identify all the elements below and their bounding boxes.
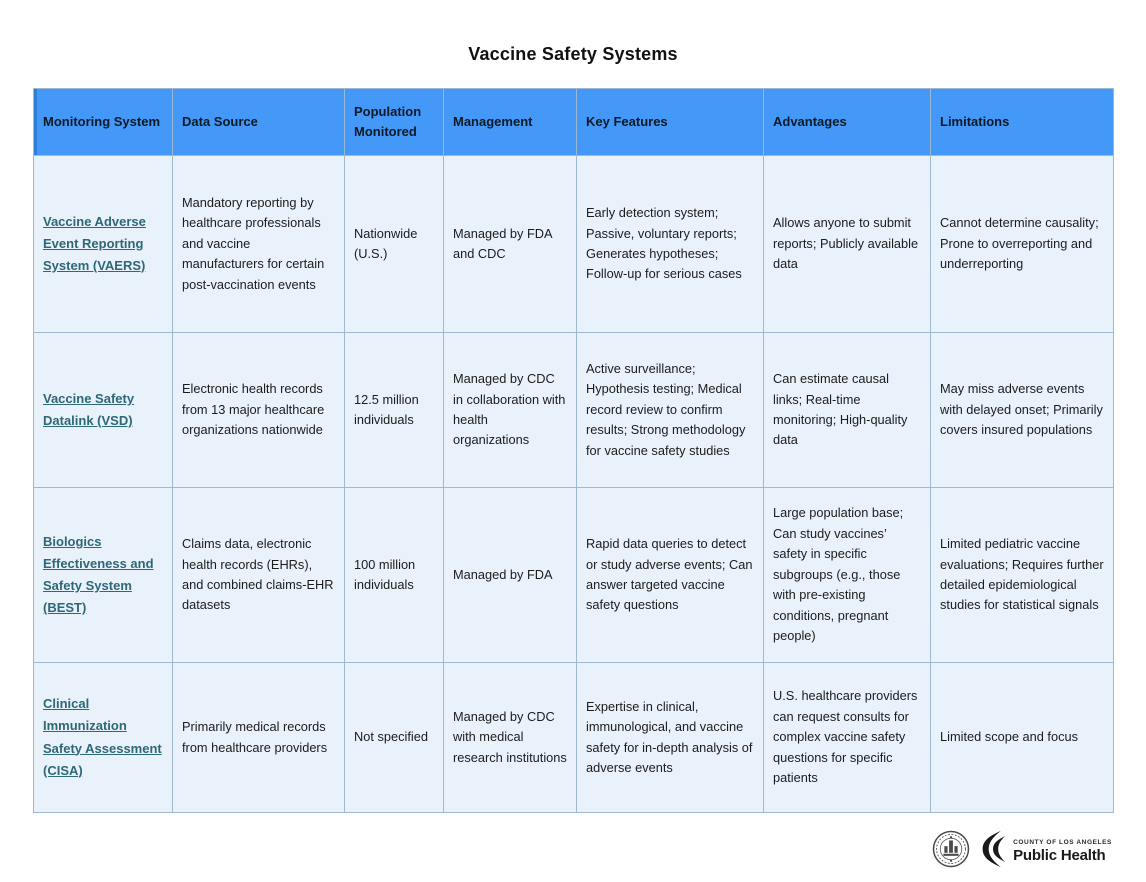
column-header-monitoring-system: Monitoring System bbox=[34, 89, 173, 156]
column-header-limitations: Limitations bbox=[931, 89, 1114, 156]
column-header-data-source: Data Source bbox=[173, 89, 345, 156]
cell-data-source: Primarily medical records from healthcare providers bbox=[173, 663, 345, 813]
cell-limitations: May miss adverse events with delayed onset; Primarily covers insured populations bbox=[931, 333, 1114, 488]
cell-management: Managed by CDC in collaboration with health organizations bbox=[444, 333, 577, 488]
column-header-key-features: Key Features bbox=[577, 89, 764, 156]
table-row-cisa bbox=[34, 663, 1114, 813]
cell-limitations: Limited pediatric vaccine evaluations; Requires further detailed epidemiological studies for statistical signals bbox=[931, 488, 1114, 663]
cell-limitations: Cannot determine causality; Prone to overreporting and underreporting bbox=[931, 156, 1114, 333]
column-header-management: Management bbox=[444, 89, 577, 156]
cell-key-features: Active surveillance; Hypothesis testing; Medical record review to confirm results; Strong methodology for vaccine safety studies bbox=[577, 333, 764, 488]
cell-key-features: Expertise in clinical, immunological, and vaccine safety for in-depth analysis of adverse events bbox=[577, 663, 764, 813]
cell-monitoring-system bbox=[34, 156, 173, 333]
cell-data-source: Claims data, electronic health records (EHRs), and combined claims-EHR datasets bbox=[173, 488, 345, 663]
cell-monitoring-system bbox=[34, 488, 173, 663]
logo-text bbox=[1013, 839, 1112, 864]
system-link-vsd[interactable]: Vaccine Safety Datalink (VSD) bbox=[43, 390, 135, 428]
cell-management: Managed by CDC with medical research institutions bbox=[444, 663, 577, 813]
cell-key-features: Rapid data queries to detect or study adverse events; Can answer targeted vaccine safety questions bbox=[577, 488, 764, 663]
table-row-best bbox=[34, 488, 1114, 663]
cell-advantages: Can estimate causal links; Real-time monitoring; High-quality data bbox=[764, 333, 931, 488]
public-health-logo-icon bbox=[980, 830, 1006, 873]
cell-advantages: Allows anyone to submit reports; Publicly available data bbox=[764, 156, 931, 333]
cell-advantages: U.S. healthcare providers can request consults for complex vaccine safety questions for specific patients bbox=[764, 663, 931, 813]
cell-monitoring-system bbox=[34, 333, 173, 488]
cell-data-source: Mandatory reporting by healthcare professionals and vaccine manufacturers for certain post-vaccination events bbox=[173, 156, 345, 333]
cell-population: Nationwide (U.S.) bbox=[345, 156, 444, 333]
la-county-seal-icon bbox=[932, 830, 970, 873]
table-row-vaers bbox=[34, 156, 1114, 333]
system-link-best[interactable]: Biologics Effectiveness and Safety System (BEST) bbox=[43, 533, 154, 616]
table-row-vsd bbox=[34, 333, 1114, 488]
footer-logo bbox=[932, 830, 1112, 873]
vaccine-safety-table bbox=[33, 88, 1114, 813]
cell-limitations: Limited scope and focus bbox=[931, 663, 1114, 813]
cell-management: Managed by FDA bbox=[444, 488, 577, 663]
cell-data-source: Electronic health records from 13 major healthcare organizations nationwide bbox=[173, 333, 345, 488]
cell-population: 12.5 million individuals bbox=[345, 333, 444, 488]
cell-advantages: Large population base; Can study vaccines’ safety in specific subgroups (e.g., those with pre-existing conditions, pregnant people) bbox=[764, 488, 931, 663]
page-title: Vaccine Safety Systems bbox=[468, 44, 678, 64]
cell-population: Not specified bbox=[345, 663, 444, 813]
logo-county-text: COUNTY OF LOS ANGELES bbox=[1013, 839, 1112, 846]
column-header-advantages: Advantages bbox=[764, 89, 931, 156]
cell-population: 100 million individuals bbox=[345, 488, 444, 663]
system-link-cisa[interactable]: Clinical Immunization Safety Assessment (CISA) bbox=[43, 696, 162, 778]
cell-management: Managed by FDA and CDC bbox=[444, 156, 577, 333]
system-link-vaers[interactable]: Vaccine Adverse Event Reporting System (VAERS) bbox=[43, 213, 146, 274]
cell-key-features: Early detection system; Passive, voluntary reports; Generates hypotheses; Follow-up for serious cases bbox=[577, 156, 764, 333]
column-header-population-monitored: Population Monitored bbox=[345, 89, 444, 156]
cell-monitoring-system bbox=[34, 663, 173, 813]
logo-department-text: Public Health bbox=[1013, 847, 1106, 864]
header-row bbox=[34, 89, 1114, 156]
